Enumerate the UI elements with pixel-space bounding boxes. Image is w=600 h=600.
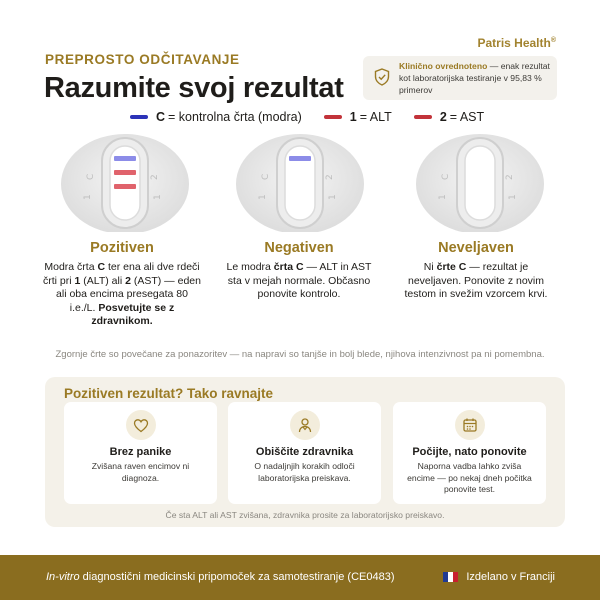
emphasis-text: 2 [125,274,131,287]
footer-italic: In-vitro [46,571,80,583]
control-line [289,156,311,161]
emphasis-text: črta C [273,261,304,273]
emphasis-text: C [97,261,106,273]
france-flag-icon [443,572,458,582]
legend-item-control [130,110,302,124]
tile-title: Brez panike [109,446,172,458]
legend-key: 2 [439,110,447,124]
heart-icon [126,410,156,440]
body-text: (AST) — eden ali oba encima presegata 80 i.e./L. [56,274,201,314]
illustration-note: Zgornje črte so povečane za ponazoritev — na napravi so tanjše in bolj blede, njihova intenzivnost pa ni pomembna. [55,349,545,360]
page-title: Razumite svoj rezultat [44,72,344,104]
legend-swatch [130,115,148,119]
emphasis-text: Posvetujte se z zdravnikom. [91,301,175,327]
shield-check-icon [374,68,390,86]
calendar-icon [455,410,485,440]
clinical-text: — enak rezultat kot laboratorijska testiranje v 95,83 % primerov [399,61,550,95]
device-mark: 2 [505,174,515,180]
clinical-highlight: Klinično ovrednoteno [399,61,488,71]
body-text: — ALT in AST sta v mejah normale. Občasno ponovite kontrolo. [227,261,372,300]
guide-title: Pozitiven rezultat? Tako ravnajte [64,386,274,401]
result-title: Negativen [264,240,334,256]
device-mark: 1 [153,194,163,200]
result-title: Neveljaven [438,240,514,256]
legend-swatch [324,115,342,119]
control-line [114,156,136,161]
legend-label: = AST [449,110,485,124]
body-text: Ni [423,261,437,273]
body-text: — rezultat je neveljaven. Ponovite z novim testom in svežim vzorcem krvi. [404,261,548,300]
legend-label: = ALT [359,110,392,124]
body-text: (ALT) ali [80,274,126,287]
test-device-positive [60,132,190,232]
emphasis-text: 1 [74,274,81,287]
tile-text: Naporna vadba lahko zviša encime — po nekaj dneh počitka ponovite test. [407,461,532,494]
body-text: Modra črta [44,261,98,273]
tile-text: Zvišana raven encimov ni diagnoza. [91,461,190,483]
test-line [114,184,136,189]
guide-tile-no-panic [64,402,217,504]
result-positive [42,240,202,329]
tile-title: Obiščite zdravnika [255,446,354,458]
emphasis-text: črte C [436,261,467,273]
guide-tile-doctor [228,402,381,504]
result-invalid [396,240,556,302]
result-title: Pozitiven [90,240,154,256]
test-line [114,170,136,175]
tile-text: O nadaljnjih korakih odloči laboratorijska preiskava. [254,461,355,483]
body-text: Le modra [226,261,274,273]
device-mark: 2 [325,174,335,180]
guide-tile-rest [393,402,546,504]
legend-label: = kontrolna črta (modra) [168,110,302,124]
device-mark: 1 [83,194,93,200]
footer-bar [0,555,600,600]
eyebrow-label: PREPROSTO ODČITAVANJE [45,52,240,67]
result-description [219,261,379,302]
result-description [42,261,202,329]
test-device-invalid [415,132,545,232]
legend-key: C [156,110,166,124]
line-legend [130,110,506,124]
test-device-negative [235,132,365,232]
doctor-icon [290,410,320,440]
body-text: ter ena ali dve rdeči črti pri [43,261,200,287]
result-window [465,146,495,220]
device-mark: C [86,173,96,180]
tile-title: Počijte, nato ponovite [412,446,527,458]
origin-label: Izdelano v Franciji [466,571,555,583]
footer-origin [443,571,555,583]
device-mark: C [441,173,451,180]
footer-disclaimer [46,571,395,583]
device-mark: 1 [258,194,268,200]
device-mark: 2 [150,174,160,180]
guide-footnote: Če sta ALT ali AST zvišana, zdravnika prosite za laboratorijsko preiskavo. [165,510,445,520]
legend-swatch [414,115,432,119]
result-negative [219,240,379,302]
device-mark: 1 [328,194,338,200]
device-mark: C [261,173,271,180]
positive-guide-card [45,377,565,527]
legend-key: 1 [349,110,357,124]
result-description [396,261,556,302]
footer-text: diagnostični medicinski pripomoček za samotestiranje (CE0483) [79,571,395,583]
device-mark: 1 [508,194,518,200]
legend-item-ast [414,110,484,124]
clinical-badge [363,56,557,100]
legend-item-alt [324,110,392,124]
device-mark: 1 [438,194,448,200]
brand-logo: Patris Health® [477,36,556,50]
